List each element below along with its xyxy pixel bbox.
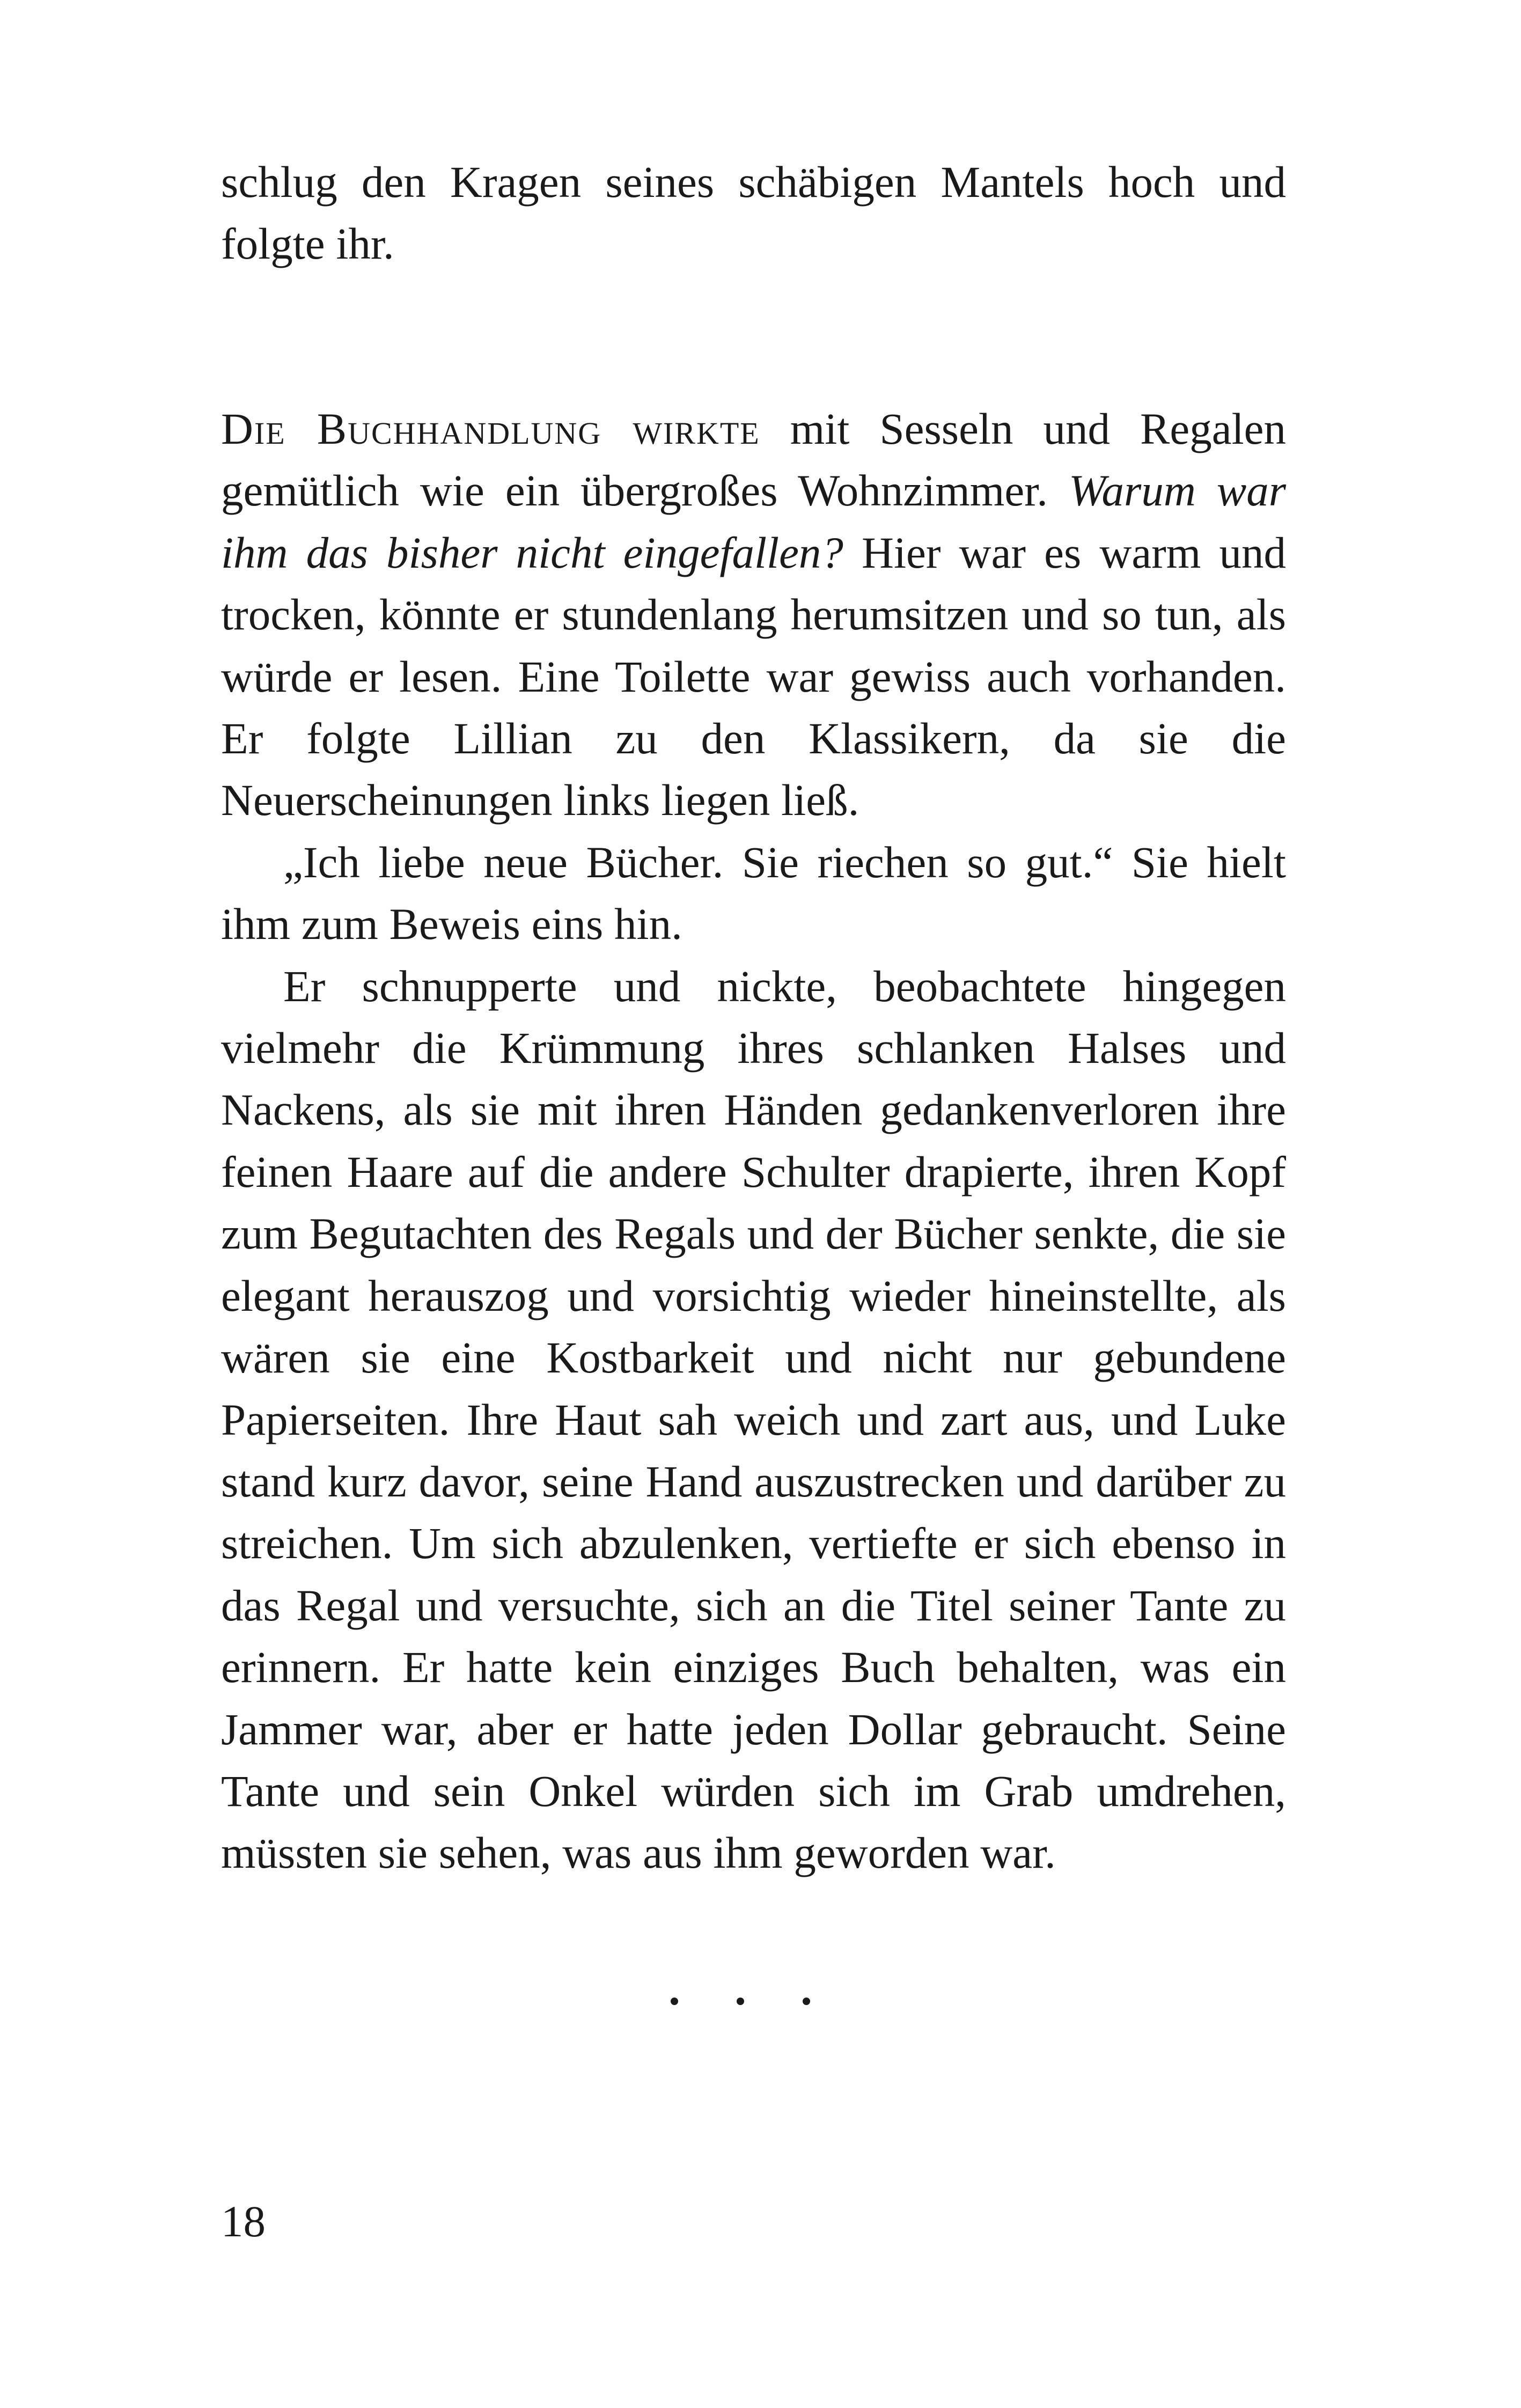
section-paragraph-1 bbox=[221, 398, 1286, 832]
dot-glyph-2 bbox=[737, 1998, 744, 2005]
section-paragraph-2: „Ich liebe neue Bücher. Sie riechen so gut.“ Sie hielt ihm zum Beweis eins hin. bbox=[221, 837, 1286, 949]
paragraph-continuation: schlug den Kragen seines schäbigen Mantels hoch und folgte ihr. bbox=[221, 157, 1286, 269]
dot-glyph-1 bbox=[671, 1998, 678, 2005]
page-number: 18 bbox=[221, 2197, 266, 2246]
section-paragraph-3: Er schnupperte und nickte, beobachtete hingegen vielmehr die Krümmung ihres schlanken Halses und Nackens, als sie mit ihren Händen gedankenverloren ihre feinen Haare auf die andere Schulter drapierte, ihren Kopf zum Begutachten des Regals und der Bücher senkte, die sie elegant herauszog und vorsichtig wieder hineinstellte, als wären sie eine Kostbarkeit und nicht nur gebundene Papierseiten. Ihre Haut sah weich und zart aus, und Luke stand kurz davor, seine Hand auszustrecken und darüber zu streichen. Um sich abzulenken, vertiefte er sich ebenso in das Regal und versuchte, sich an die Titel seiner Tante zu erinnern. Er hatte kein einziges Buch behalten, was ein Jammer war, aber er hatte jeden Dollar gebraucht. Seine Tante und sein Onkel würden sich im Grab umdrehen, müssten sie sehen, was aus ihm geworden war. bbox=[221, 961, 1286, 1878]
text-block-top bbox=[221, 151, 1286, 275]
section-paragraph-1-text: mit Sesseln und Regalen gemütlich wie ein übergroßes Wohnzimmer. bbox=[221, 404, 1286, 516]
section-paragraph-1-rest: Hier war es warm und trocken, könnte er stundenlang herumsitzen und so tun, als würde er lesen. Eine Toilette war gewiss auch vorhanden. Er folgte Lillian zu den Klassikern, da sie die Neuerscheinungen links liegen ließ. bbox=[221, 527, 1286, 825]
dot-glyph-3 bbox=[803, 1998, 810, 2005]
text-block-section bbox=[221, 398, 1286, 1884]
section-opening-smallcaps: Die Buchhandlung wirkte bbox=[221, 404, 760, 453]
section-paragraph-1-italic: Warum war ihm das bisher nicht eingefallen? bbox=[221, 466, 1287, 577]
scene-break-dots bbox=[671, 1985, 810, 2017]
